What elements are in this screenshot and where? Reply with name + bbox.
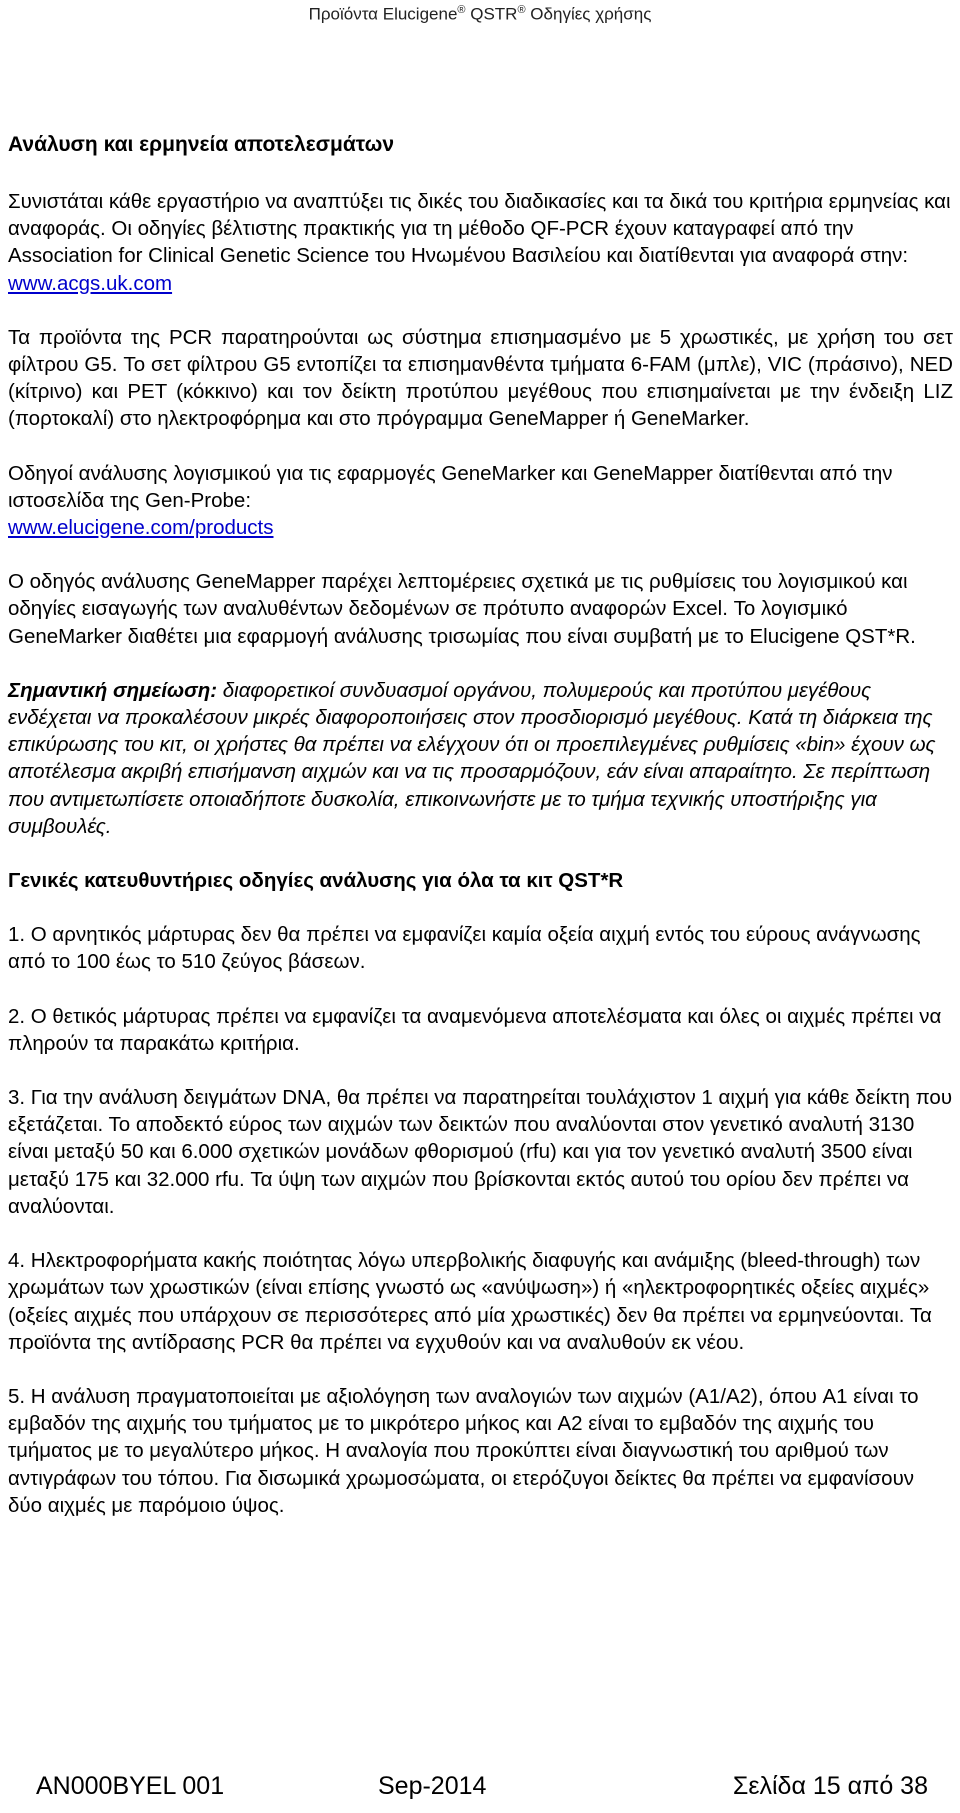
guideline-item: 4. Ηλεκτροφορήματα κακής ποιότητας λόγω υπερβολικής διαφυγής και ανάμιξης (bleed-through) των χρωμάτων των χρωστικών (είναι επίσης γνωστό ως «ανύψωση») ή «ηλεκτροφορητικές οξείες αιχμές» (οξείες αιχμές που υπάρχουν σε περισσότερες από μία χρωστικές) δεν θα πρέπει να ερμηνεύονται. Τα προϊόντα της αντίδρασης PCR θα πρέπει να εγχυθούν και να αναλυθούν εκ νέου. (8, 1249, 932, 1354)
intro-text: Συνιστάται κάθε εργαστήριο να αναπτύξει τις δικές του διαδικασίες και τα δικά του κριτήρια ερμηνείας και αναφοράς. Οι οδηγίες βέλτιστης πρακτικής για τη μέθοδο QF-PCR έχουν καταγραφεί από την Association for Clinical Genetic Science του Ηνωμένου Βασιλείου και διατίθενται για αναφορά στην: (8, 190, 951, 268)
header-product: QSTR (465, 4, 518, 24)
guides-paragraph (8, 460, 953, 542)
guideline-item: 3. Για την ανάλυση δειγμάτων DNA, θα πρέπει να παρατηρείται τουλάχιστον 1 αιχμή για κάθε δείκτη που εξετάζεται. Το αποδεκτό εύρος των αιχμών των δεικτών που αναλύονται στον γενετικό αναλυτή 3130 είναι μεταξύ 50 και 6.000 σχετικών μονάδων φθορισμού (rfu) και για τον γενετικό αναλυτή 3500 είναι μεταξύ 175 και 32.000 rfu. Τα ύψη των αιχμών που βρίσκονται εκτός αυτού του ορίου δεν πρέπει να αναλύονται. (8, 1086, 953, 1218)
note-text: διαφορετικοί συνδυασμοί οργάνου, πολυμερούς και προτύπου μεγέθους ενδέχεται να προκαλέσουν μικρές διαφοροποιήσεις στον προσδιορισμό μεγέθους. Κατά τη διάρκεια της επικύρωσης του κιτ, οι χρήστες θα πρέπει να ελέγχουν ότι οι προεπιλεγμένες ρυθμίσεις «bin» έχουν ως αποτέλεσμα ακριβή επισήμανση αιχμών και να τις προσαρμόζουν, εάν είναι απαραίτητο. Σε περίπτωση που αντιμετωπίσετε οποιαδήποτε δυσκολία, επικοινωνήστε με το τμήμα τεχνικής υποστήριξης για συμβουλές. (8, 678, 936, 838)
header-prefix: Προϊόντα Elucigene (308, 4, 458, 24)
important-note (8, 677, 953, 840)
page-header (0, 4, 960, 25)
footer-date: Sep-2014 (378, 1772, 487, 1800)
guideline-item: 1. Ο αρνητικός μάρτυρας δεν θα πρέπει να εμφανίζει καμία οξεία αιχμή εντός του εύρους ανάγνωσης από το 100 έως το 510 ζεύγος βάσεων. (8, 923, 921, 974)
section-title: Ανάλυση και ερμηνεία αποτελεσμάτων (8, 133, 394, 156)
footer-page-number: Σελίδα 15 από 38 (732, 1772, 928, 1800)
intro-paragraph (8, 188, 953, 297)
guideline-item: 5. Η ανάλυση πραγματοποιείται με αξιολόγηση των αναλογιών των αιχμών (A1/A2), όπου A1 είναι το εμβαδόν της αιχμής του τμήματος με το μικρότερο μήκος και A2 είναι το εμβαδόν της αιχμής του τμήματος με το μεγαλύτερο μήκος. Η αναλογία που προκύπτει είναι διαγνωστική του αριθμού των αντιγράφων του τόπου. Για δισωμικά χρωμοσώματα, οι ετερόζυγοι δείκτες θα πρέπει να εμφανίσουν δύο αιχμές με παρόμοιο ύψος. (8, 1384, 919, 1517)
note-title: Σημαντική σημείωση: (8, 678, 218, 702)
genemapper-paragraph: Ο οδηγός ανάλυσης GeneMapper παρέχει λεπτομέρειες σχετικά με τις ρυθμίσεις του λογισμικού και οδηγίες εισαγωγής των αναλυθέντων δεδομένων σε πρότυπο αναφορών Excel. Το λογισμικό GeneMarker διαθέτει μια εφαρμογή ανάλυσης τρισωμίας που είναι συμβατή με το Elucigene QST*R. (8, 570, 916, 648)
guides-text: Οδηγοί ανάλυσης λογισμικού για τις εφαρμογές GeneMarker και GeneMapper διατίθενται από την ιστοσελίδα της Gen-Probe: (8, 461, 893, 512)
guidelines-title: Γενικές κατευθυντήριες οδηγίες ανάλυσης για όλα τα κιτ QST*R (8, 869, 624, 893)
page-footer (0, 1772, 960, 1806)
elucigene-link[interactable]: www.elucigene.com/products (8, 516, 274, 540)
registered-mark: ® (517, 4, 526, 16)
registered-mark: ® (457, 4, 466, 16)
header-suffix: Οδηγίες χρήσης (525, 4, 652, 24)
guideline-item: 2. Ο θετικός μάρτυρας πρέπει να εμφανίζει τα αναμενόμενα αποτελέσματα και όλες οι αιχμές πρέπει να πληρούν τα παρακάτω κριτήρια. (8, 1004, 942, 1055)
pcr-paragraph: Τα προϊόντα της PCR παρατηρούνται ως σύστημα επισημασμένο με 5 χρωστικές, με χρήση του σετ φίλτρου G5. Το σετ φίλτρου G5 εντοπίζει τα επισημανθέντα τμήματα 6-FAM (μπλε), VIC (πράσινο), NED (κίτρινο) και PET (κόκκινο) και τον δείκτη προτύπου μεγέθους που επισημαίνεται με την ένδειξη LIZ (πορτοκαλί) στο ηλεκτροφόρημα και στο πρόγραμμα GeneMapper ή GeneMarker. (8, 325, 953, 431)
footer-doc-id: AN000BYEL 001 (36, 1772, 225, 1800)
acgs-link[interactable]: www.acgs.uk.com (8, 271, 173, 295)
document-body (8, 131, 953, 1546)
